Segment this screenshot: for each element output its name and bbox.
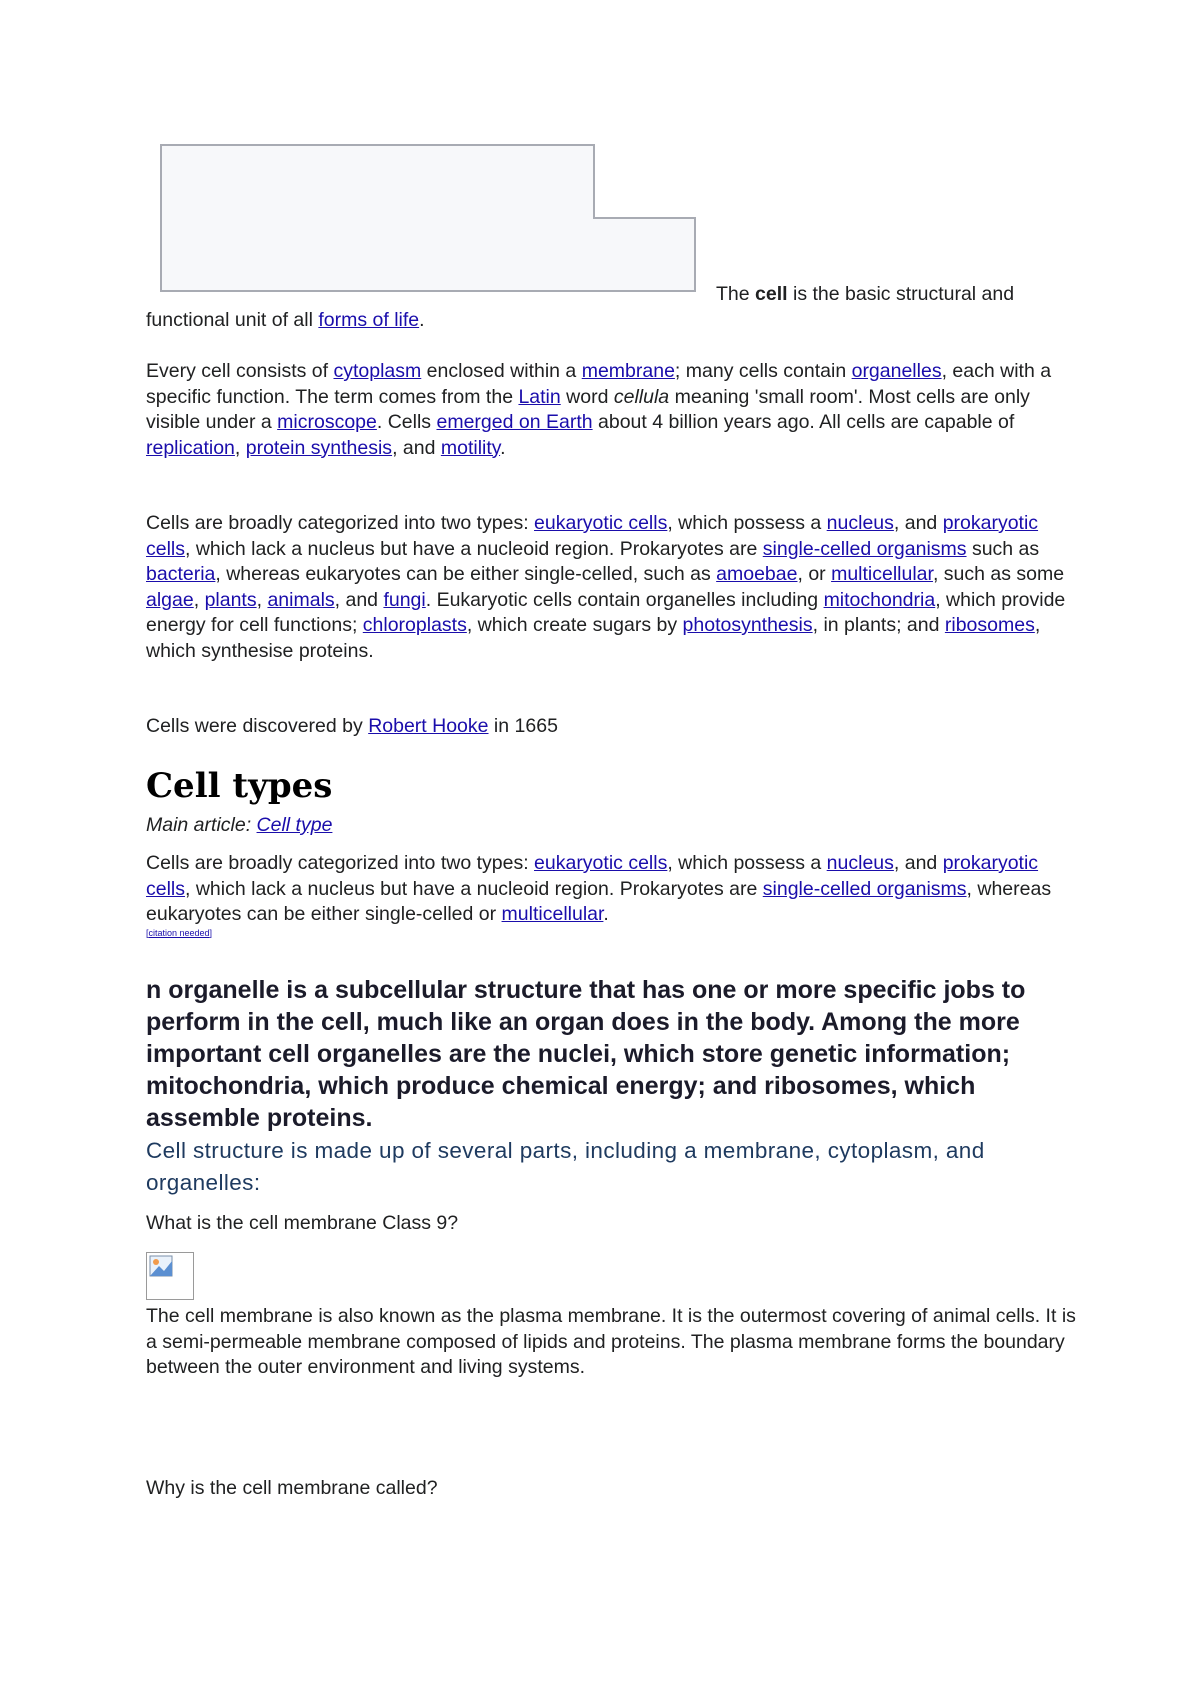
question-cell-membrane-class-9: What is the cell membrane Class 9? [146, 1212, 459, 1234]
main-article-note: Main article: Cell type [146, 814, 333, 836]
cell-overview-paragraph: Every cell consists of cytoplasm enclosed within a membrane; many cells contain organelles, each with a specific function. The term comes from the Latin word cellula meaning 'small room'. Most cells are only visible under a microscope. Cells emerged on Earth about 4 billion years ago. All cells are capable of replication, protein synthesis, and motility. [146, 360, 1052, 459]
link-algae[interactable]: algae [146, 588, 194, 611]
link-multicellular[interactable]: multicellular [831, 563, 933, 585]
organelle-definition: n organelle is a subcellular structure that has one or more specific jobs to perform in the cell, much like an organ does in the body. Among the more important cell organelles are the nuclei, which store genetic information; mitochondria, which produce chemical energy; and ribosomes, which assemble proteins. [146, 976, 1026, 1132]
discovery-paragraph: Cells were discovered by Robert Hooke in 1665 [146, 715, 558, 737]
cell-categories-paragraph: Cells are broadly categorized into two types: eukaryotic cells, which possess a nucleus, and prokaryotic cells, which lack a nucleus but have a nucleoid region. Prokaryotes are single-celled organisms such as bacteria, whereas eukaryotes can be either single-celled, such as amoebae, or multicellular, such as some algae, plants, animals, and fungi. Eukaryotic cells contain organelles including mitochondria, which provide energy for cell functions; chloroplasts, which create sugars by photosynthesis, in plants; and ribosomes, which synthesise proteins. [146, 512, 1066, 662]
link-plants[interactable]: plants [204, 588, 257, 611]
link-single-celled-organisms-2[interactable]: single-celled organisms [762, 877, 967, 900]
link-multicellular-2[interactable]: multicellular [501, 903, 604, 925]
link-nucleus-2[interactable]: nucleus [826, 852, 894, 874]
term-cellula: cellula [613, 385, 670, 408]
link-emerged-on-earth[interactable]: emerged on Earth [436, 411, 593, 433]
link-single-celled-organisms[interactable]: single-celled organisms [762, 537, 967, 560]
link-ribosomes[interactable]: ribosomes [944, 614, 1035, 636]
link-membrane[interactable]: membrane [581, 360, 675, 382]
link-eukaryotic-cells-2[interactable]: eukaryotic cells [534, 852, 668, 874]
link-fungi[interactable]: fungi [383, 588, 426, 611]
image-placeholder [160, 144, 696, 292]
link-protein-synthesis[interactable]: protein synthesis [245, 436, 393, 459]
intro-paragraph: The cell is the basic structural and functional unit of all forms of life. [146, 283, 1015, 331]
section-heading-cell-types: Cell types [146, 766, 333, 806]
link-replication[interactable]: replication [146, 436, 235, 459]
cell-structure-text: Cell structure is made up of several parts, including a membrane, cytoplasm, and organelles: [146, 1138, 985, 1195]
link-animals[interactable]: animals [267, 588, 335, 611]
link-prokaryotic-cells[interactable]: prokaryotic cells [146, 512, 1039, 560]
link-robert-hooke[interactable]: Robert Hooke [368, 715, 489, 737]
link-microscope[interactable]: microscope [277, 411, 377, 433]
link-photosynthesis[interactable]: photosynthesis [682, 614, 813, 636]
plasma-membrane-paragraph: The cell membrane is also known as the plasma membrane. It is the outermost covering of animal cells. It is a semi-permeable membrane composed of lipids and proteins. The plasma membrane forms the boundary between the outer environment and living systems. [146, 1305, 1076, 1378]
link-motility[interactable]: motility [440, 436, 501, 459]
question-why-cell-membrane-called: Why is the cell membrane called? [146, 1477, 438, 1499]
link-forms-of-life[interactable]: forms of life [318, 308, 420, 331]
link-latin[interactable]: Latin [518, 385, 561, 408]
link-organelles[interactable]: organelles [851, 360, 942, 382]
link-bacteria[interactable]: bacteria [146, 563, 216, 585]
link-mitochondria[interactable]: mitochondria [823, 588, 936, 611]
cell-types-paragraph: Cells are broadly categorized into two types: eukaryotic cells, which possess a nucleus, and prokaryotic cells, which lack a nucleus but have a nucleoid region. Prokaryotes are single-celled organisms, whereas eukaryotes can be either single-celled or multicellular. [citation needed] [146, 852, 1052, 938]
cell-bold: cell [755, 283, 788, 305]
broken-image-icon [146, 1252, 194, 1300]
link-nucleus[interactable]: nucleus [826, 512, 894, 534]
link-amoebae[interactable]: amoebae [716, 563, 798, 585]
link-chloroplasts[interactable]: chloroplasts [362, 614, 467, 636]
citation-needed-link[interactable]: [citation needed] [146, 927, 213, 938]
link-prokaryotic-cells-2[interactable]: prokaryotic cells [146, 852, 1039, 900]
link-cytoplasm[interactable]: cytoplasm [333, 360, 422, 382]
link-cell-type[interactable]: Cell type [256, 814, 333, 836]
link-eukaryotic-cells[interactable]: eukaryotic cells [534, 512, 668, 534]
